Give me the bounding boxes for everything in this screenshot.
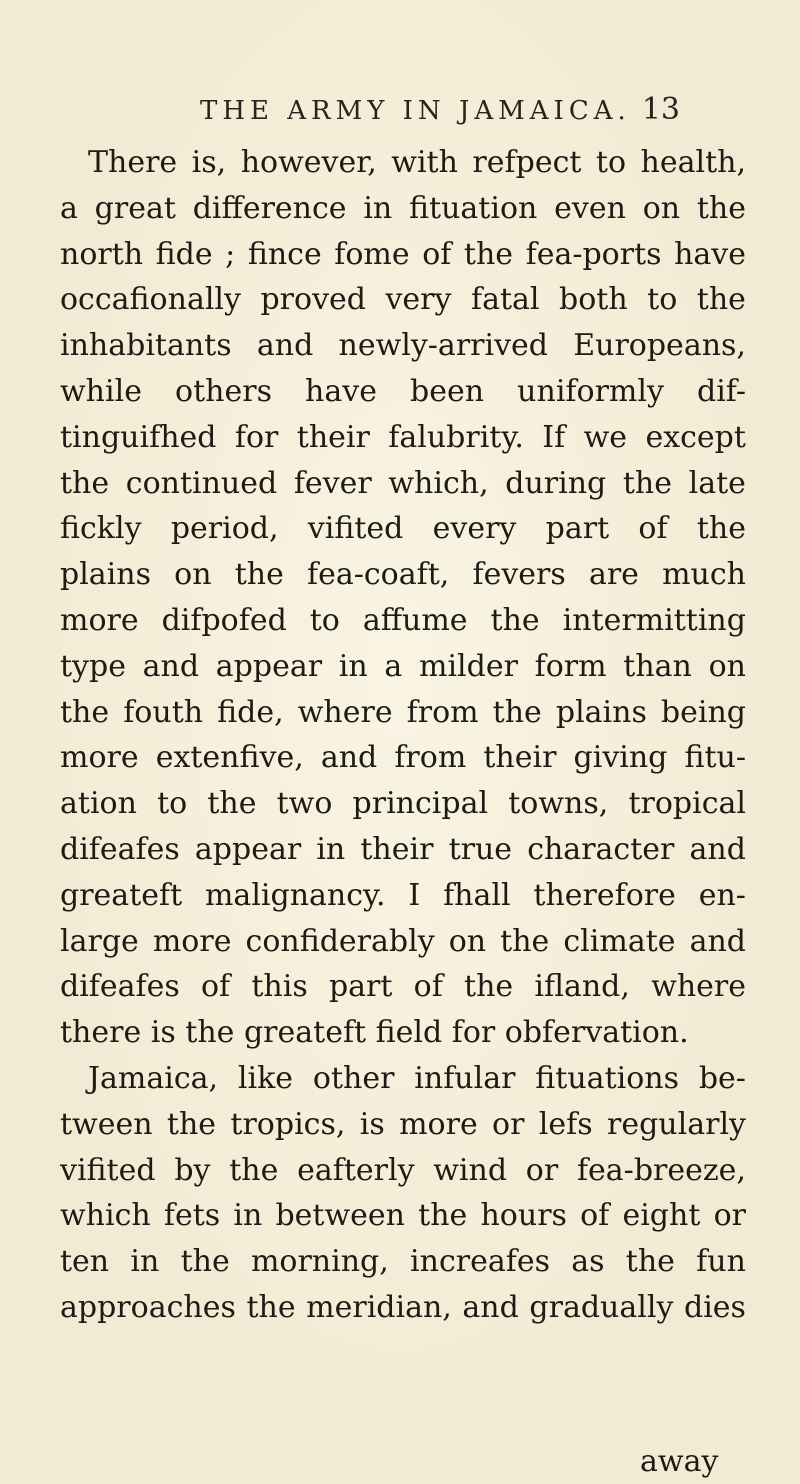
page-number: 13 xyxy=(641,92,680,127)
body-text xyxy=(60,140,746,1331)
text-line: There is, however, with refpect to health, xyxy=(88,145,746,180)
text-line: fickly period, vifited every part of the xyxy=(60,511,746,547)
text-line: north fide ; fince fome of the fea-ports have xyxy=(60,236,746,272)
text-line: vifited by the eafterly wind or fea-breeze, xyxy=(60,1152,746,1188)
text-line: there is the greateft field for obfervation. xyxy=(60,1015,689,1051)
text-line: more difpofed to affume the intermitting xyxy=(60,602,746,638)
text-line: ation to the two principal towns, tropical xyxy=(60,786,746,822)
text-line: difeafes appear in their true character and xyxy=(60,831,746,867)
running-head xyxy=(200,92,680,132)
text-line: the fouth fide, where from the plains being xyxy=(60,694,746,730)
running-title: THE ARMY IN JAMAICA. xyxy=(200,96,631,126)
text-line: the continued fever which, during the late xyxy=(60,465,746,501)
text-line: more extenfive, and from their giving fitu- xyxy=(60,740,746,776)
text-line: approaches the meridian, and gradually dies xyxy=(60,1289,746,1325)
text-line: difeafes of this part of the ifland, where xyxy=(60,969,746,1005)
text-line: which fets in between the hours of eight or xyxy=(60,1198,746,1234)
text-line: greateft malignancy. I fhall therefore en- xyxy=(60,877,746,913)
text-line: ten in the morning, increafes as the fun xyxy=(60,1244,746,1280)
text-line: occafionally proved very fatal both to the xyxy=(60,282,746,318)
text-line: tween the tropics, is more or lefs regularly xyxy=(60,1106,746,1142)
catchword: away xyxy=(640,1444,719,1479)
text-line: a great difference in fituation even on the xyxy=(60,190,746,226)
text-line: Jamaica, like other infular fituations be- xyxy=(88,1060,746,1096)
text-line: type and appear in a milder form than on xyxy=(60,648,746,684)
text-line: tinguifhed for their falubrity. If we except xyxy=(60,419,746,455)
text-line: inhabitants and newly-arrived Europeans, xyxy=(60,328,746,364)
text-line: while others have been uniformly dif- xyxy=(60,373,746,409)
text-line: plains on the fea-coaft, fevers are much xyxy=(60,557,746,593)
text-line: large more confiderably on the climate and xyxy=(60,923,746,959)
